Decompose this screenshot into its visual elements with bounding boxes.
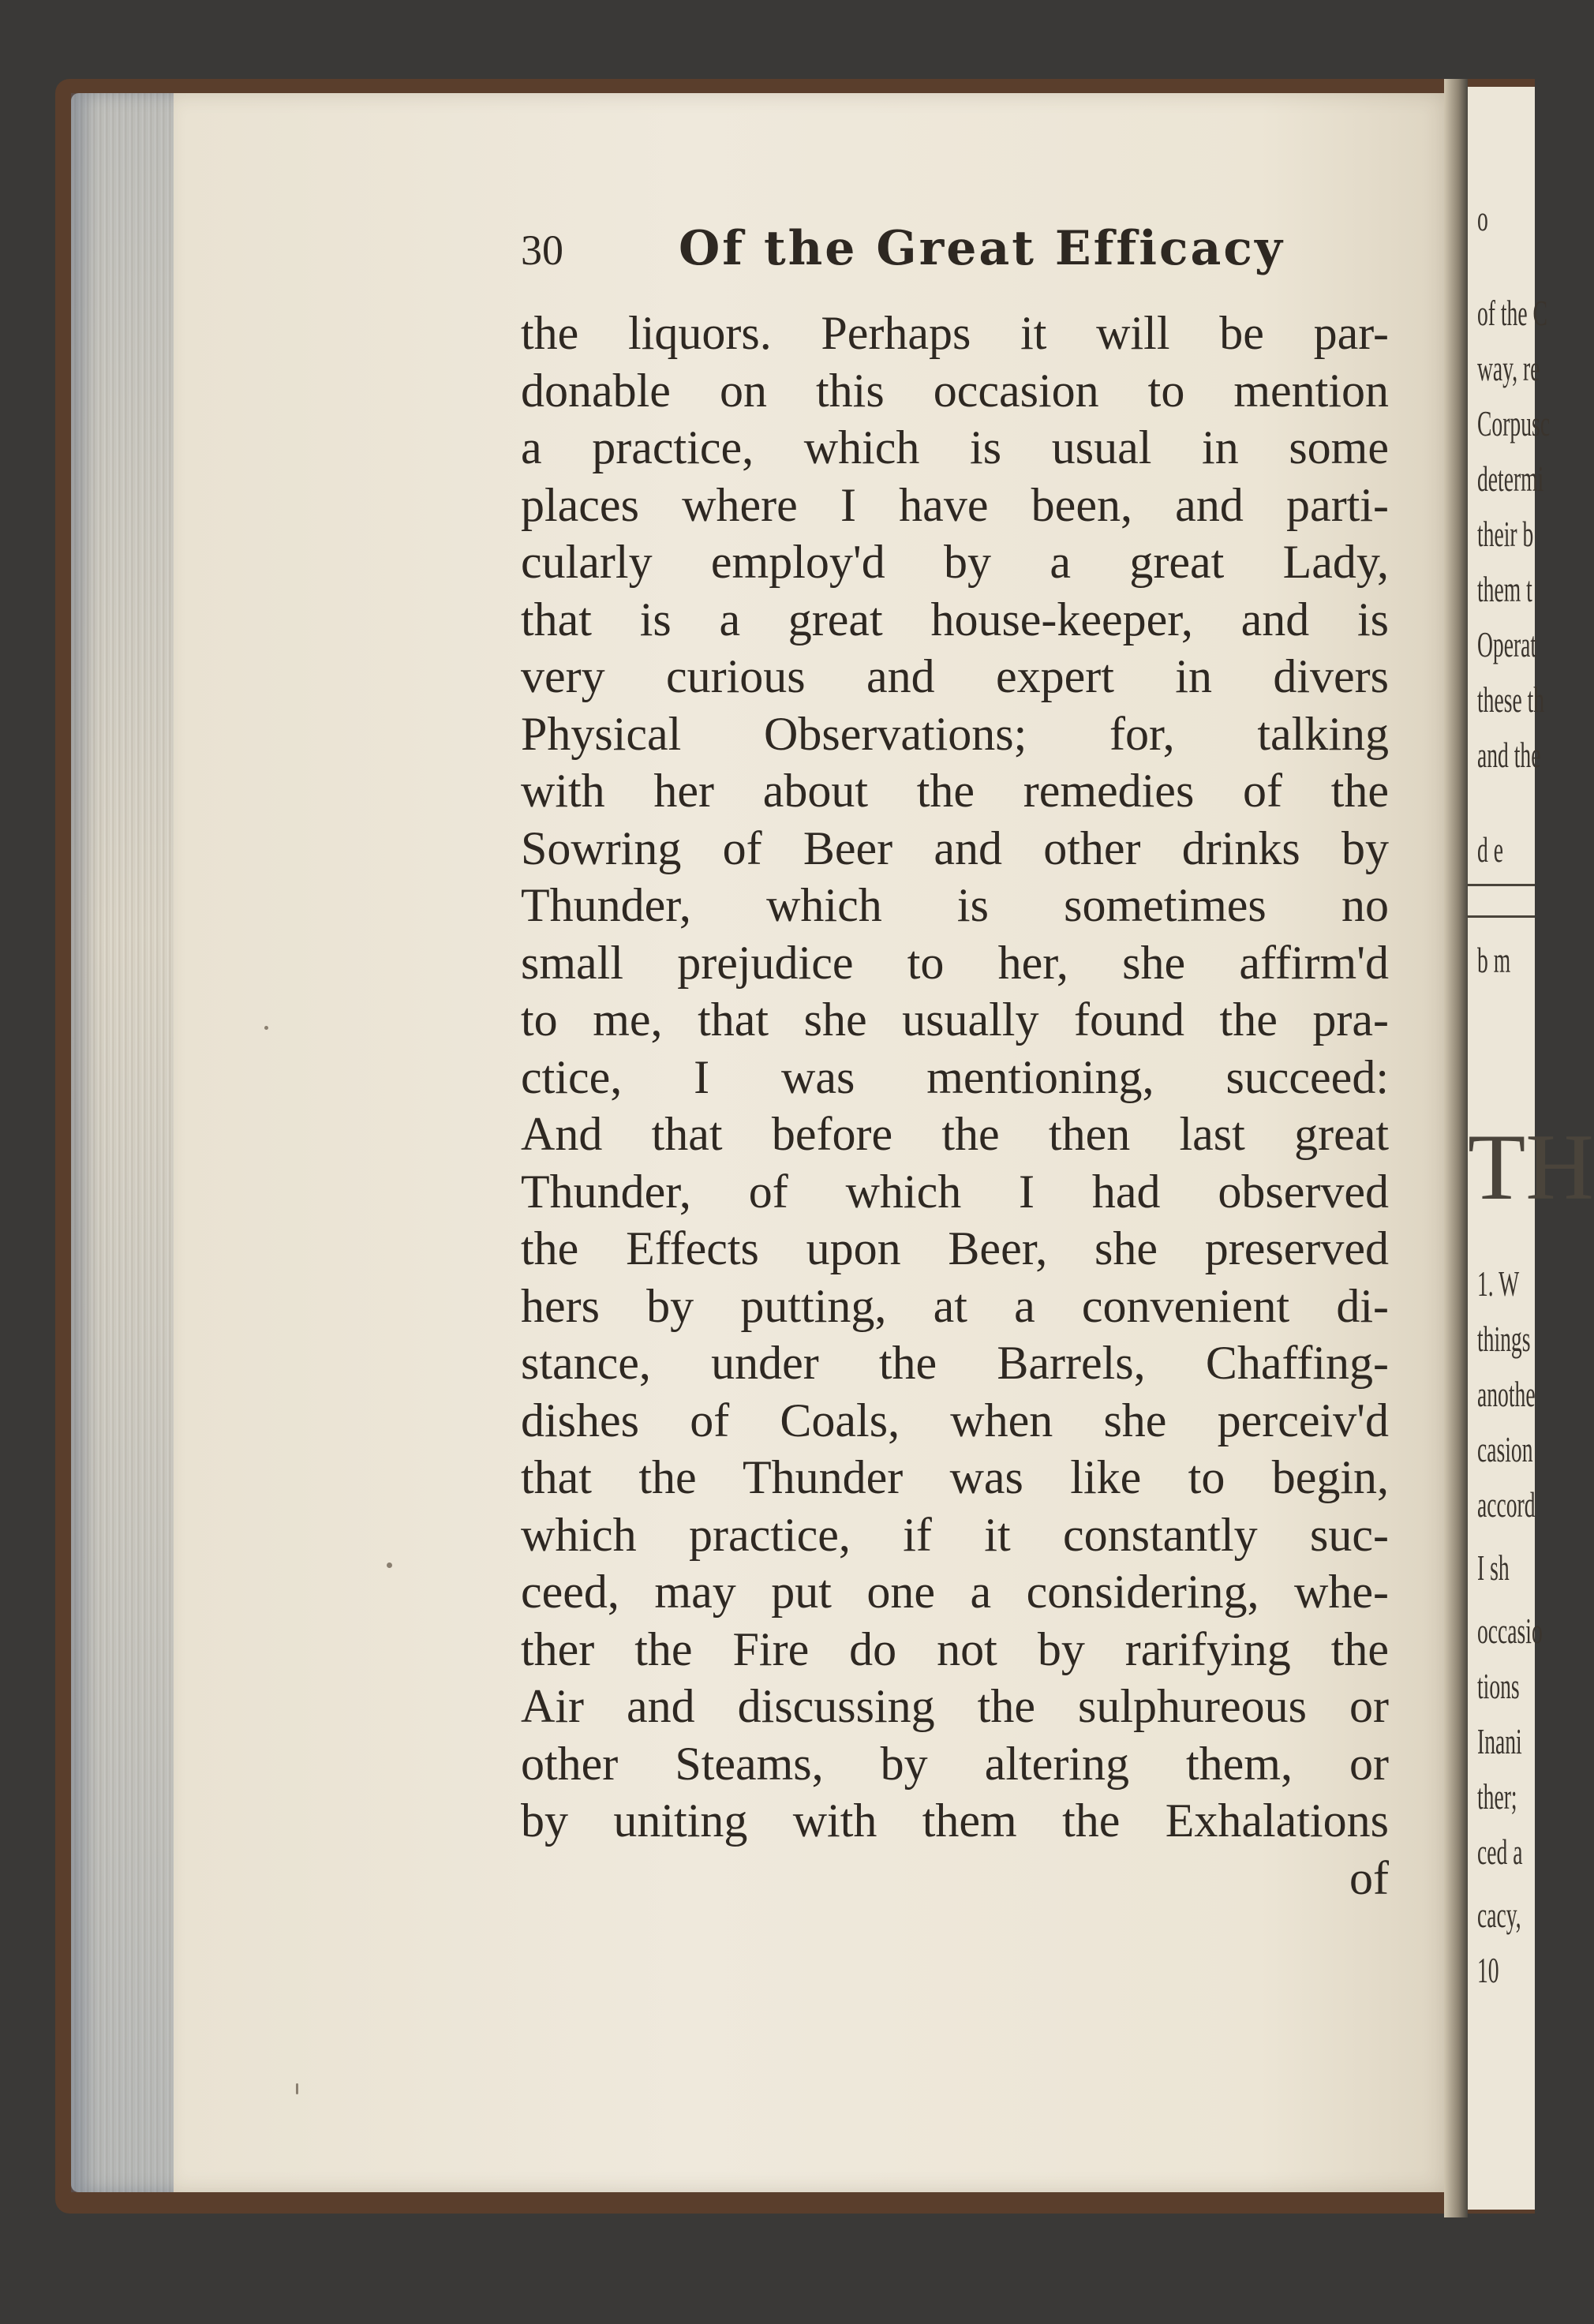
paper-speck bbox=[296, 2083, 298, 2094]
facing-fragment: determi bbox=[1477, 458, 1544, 499]
text-line: very curious and expert in divers bbox=[521, 650, 1389, 702]
text-line: by uniting with them the Exhalations bbox=[521, 1794, 1389, 1847]
facing-fragment: of the C bbox=[1477, 293, 1547, 333]
facing-fragment: tions bbox=[1477, 1666, 1520, 1706]
text-line: places where I have been, and parti- bbox=[521, 478, 1389, 531]
text-line: Thunder, which is sometimes no bbox=[521, 879, 1389, 931]
gutter bbox=[1444, 79, 1468, 2217]
facing-dropcap: TH bbox=[1468, 1114, 1594, 1219]
text-line: ther the Fire do not by rarifying the bbox=[521, 1622, 1389, 1675]
facing-fragment: accord bbox=[1477, 1484, 1536, 1525]
facing-fragment: Corpusc bbox=[1477, 403, 1550, 443]
facing-fragment: ther; bbox=[1477, 1776, 1517, 1817]
text-line: stance, under the Barrels, Chaffing- bbox=[521, 1337, 1389, 1389]
text-line: that is a great house-keeper, and is bbox=[521, 593, 1389, 646]
page-header bbox=[521, 221, 1389, 300]
paper-speck bbox=[264, 1026, 268, 1030]
text-line: with her about the remedies of the bbox=[521, 765, 1389, 817]
facing-fragment: them t bbox=[1477, 569, 1532, 609]
text-line: the Effects upon Beer, she preserved bbox=[521, 1222, 1389, 1274]
text-line: that the Thunder was like to begin, bbox=[521, 1451, 1389, 1503]
running-title: Of the Great Efficacy bbox=[679, 221, 1285, 276]
paper-speck bbox=[387, 1562, 392, 1568]
page-number: 30 bbox=[521, 226, 563, 274]
text-line: cularly employ'd by a great Lady, bbox=[521, 536, 1389, 588]
facing-fragment: b m bbox=[1477, 940, 1511, 980]
text-line: Physical Observations; for, talking bbox=[521, 707, 1389, 760]
text-line: hers by putting, at a convenient di- bbox=[521, 1279, 1389, 1332]
facing-fragment: Inani bbox=[1477, 1721, 1522, 1761]
facing-rule bbox=[1468, 915, 1535, 918]
facing-fragment: casion bbox=[1477, 1429, 1533, 1469]
facing-fragment: these th bbox=[1477, 679, 1545, 720]
text-line: And that before the then last great bbox=[521, 1108, 1389, 1160]
facing-fragment: d e bbox=[1477, 829, 1503, 870]
facing-fragment: cacy, bbox=[1477, 1895, 1521, 1935]
text-line: which practice, if it constantly suc- bbox=[521, 1508, 1389, 1561]
facing-rule bbox=[1468, 884, 1535, 886]
facing-fragment: Operat bbox=[1477, 624, 1537, 664]
text-line: other Steams, by altering them, or bbox=[521, 1737, 1389, 1790]
catchword: of bbox=[1349, 1851, 1389, 1904]
text-line: to me, that she usually found the pra- bbox=[521, 994, 1389, 1046]
facing-fragment: things bbox=[1477, 1319, 1531, 1359]
facing-fragment: occasio bbox=[1477, 1611, 1543, 1651]
text-line: a practice, which is usual in some bbox=[521, 421, 1389, 473]
facing-fragment: way, re bbox=[1477, 348, 1540, 388]
page-text bbox=[521, 221, 1389, 1907]
text-line: Sowring of Beer and other drinks by bbox=[521, 821, 1389, 874]
facing-fragment: and the bbox=[1477, 735, 1541, 775]
text-line: small prejudice to her, she affirm'd bbox=[521, 936, 1389, 989]
text-line: the liquors. Perhaps it will be par- bbox=[521, 307, 1389, 359]
text-line: ctice, I was mentioning, succeed: bbox=[521, 1050, 1389, 1103]
facing-page bbox=[1468, 87, 1594, 2210]
facing-fragment: 10 bbox=[1477, 1950, 1499, 1990]
facing-fragment: ced a bbox=[1477, 1832, 1523, 1872]
text-line: ceed, may put one a considering, whe- bbox=[521, 1566, 1389, 1618]
text-line: donable on this occasion to mention bbox=[521, 364, 1389, 417]
facing-fragment: anothe bbox=[1477, 1374, 1536, 1414]
text-line: Air and discussing the sulphureous or bbox=[521, 1680, 1389, 1732]
text-line: Thunder, of which I had observed bbox=[521, 1165, 1389, 1218]
facing-fragment: I sh bbox=[1477, 1547, 1510, 1588]
text-line: dishes of Coals, when she perceiv'd bbox=[521, 1394, 1389, 1446]
facing-fragment: o bbox=[1477, 198, 1488, 238]
facing-fragment: their b bbox=[1477, 514, 1534, 554]
facing-fragment: 1. W bbox=[1477, 1263, 1520, 1304]
